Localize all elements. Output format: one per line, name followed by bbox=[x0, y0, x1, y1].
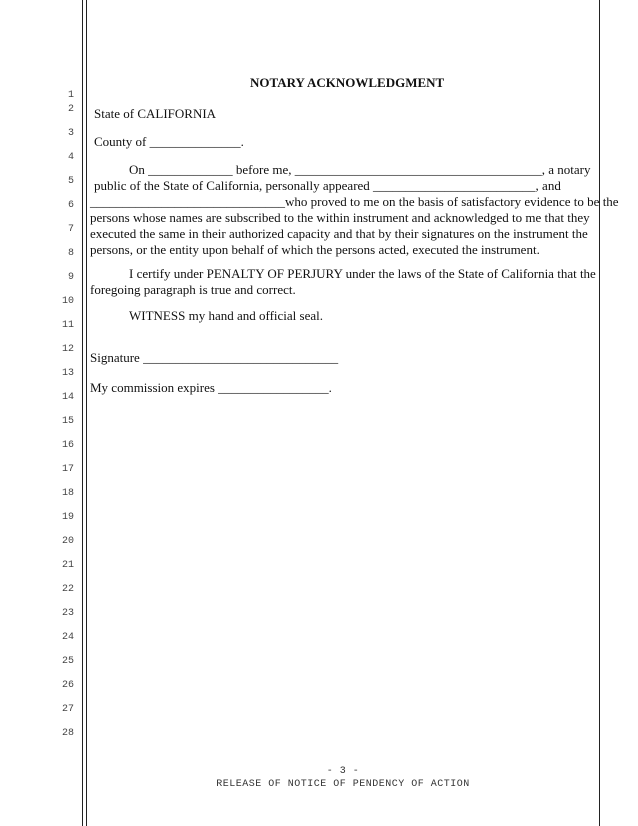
line-number: 23 bbox=[61, 608, 74, 619]
line-number: 9 bbox=[67, 272, 74, 283]
county-line: County of ______________. bbox=[94, 134, 244, 149]
line-number: 10 bbox=[61, 296, 74, 307]
line-number: 24 bbox=[61, 632, 74, 643]
left-margin-rule-outer bbox=[82, 0, 83, 826]
line-number: 6 bbox=[67, 200, 74, 211]
line-number: 5 bbox=[67, 176, 74, 187]
line-number: 13 bbox=[61, 368, 74, 379]
document-title: NOTARY ACKNOWLEDGMENT bbox=[250, 75, 445, 90]
line-number: 8 bbox=[67, 248, 74, 259]
line-number: 16 bbox=[61, 440, 74, 451]
line-number: 2 bbox=[67, 104, 74, 115]
line-number: 7 bbox=[67, 224, 74, 235]
paragraph-1-line-2: public of the State of California, personally appeared _________________________, and bbox=[94, 178, 561, 193]
line-number: 15 bbox=[61, 416, 74, 427]
line-number: 1 bbox=[67, 90, 74, 101]
left-margin-rule-inner bbox=[86, 0, 87, 826]
line-number: 3 bbox=[67, 128, 74, 139]
line-number: 26 bbox=[61, 680, 74, 691]
state-line: State of CALIFORNIA bbox=[94, 106, 217, 121]
paragraph-1-line-6: persons, or the entity upon behalf of which the persons acted, executed the instrument. bbox=[90, 242, 540, 257]
paragraph-1-line-3: ______________________________who proved to me on the basis of satisfactory evidence to be the bbox=[90, 194, 619, 209]
signature-line: Signature ______________________________ bbox=[90, 350, 339, 365]
paragraph-1-line-4: persons whose names are subscribed to the within instrument and acknowledged to me that they bbox=[90, 210, 590, 225]
line-number: 20 bbox=[61, 536, 74, 547]
paragraph-1-line-1: On _____________ before me, ______________________________________, a notary bbox=[129, 162, 591, 177]
line-number: 14 bbox=[61, 392, 74, 403]
line-number: 22 bbox=[61, 584, 74, 595]
line-number: 19 bbox=[61, 512, 74, 523]
paragraph-1-line-5: executed the same in their authorized capacity and that by their signatures on the instrument the bbox=[90, 226, 588, 241]
footer-caption: RELEASE OF NOTICE OF PENDENCY OF ACTION bbox=[216, 779, 470, 790]
paragraph-2-line-2: foregoing paragraph is true and correct. bbox=[90, 282, 296, 297]
page-number: - 3 - bbox=[326, 766, 360, 777]
line-number: 11 bbox=[61, 320, 74, 331]
line-number: 28 bbox=[61, 728, 74, 739]
line-number: 25 bbox=[61, 656, 74, 667]
witness-line: WITNESS my hand and official seal. bbox=[129, 308, 323, 323]
line-number: 4 bbox=[67, 152, 74, 163]
paragraph-2-line-1: I certify under PENALTY OF PERJURY under the laws of the State of California that the bbox=[129, 266, 596, 281]
line-number: 21 bbox=[61, 560, 74, 571]
right-margin-rule bbox=[599, 0, 600, 826]
line-number: 18 bbox=[61, 488, 74, 499]
commission-expires-line: My commission expires _________________. bbox=[90, 380, 332, 395]
line-number: 12 bbox=[61, 344, 74, 355]
line-number: 17 bbox=[61, 464, 74, 475]
line-number: 27 bbox=[61, 704, 74, 715]
